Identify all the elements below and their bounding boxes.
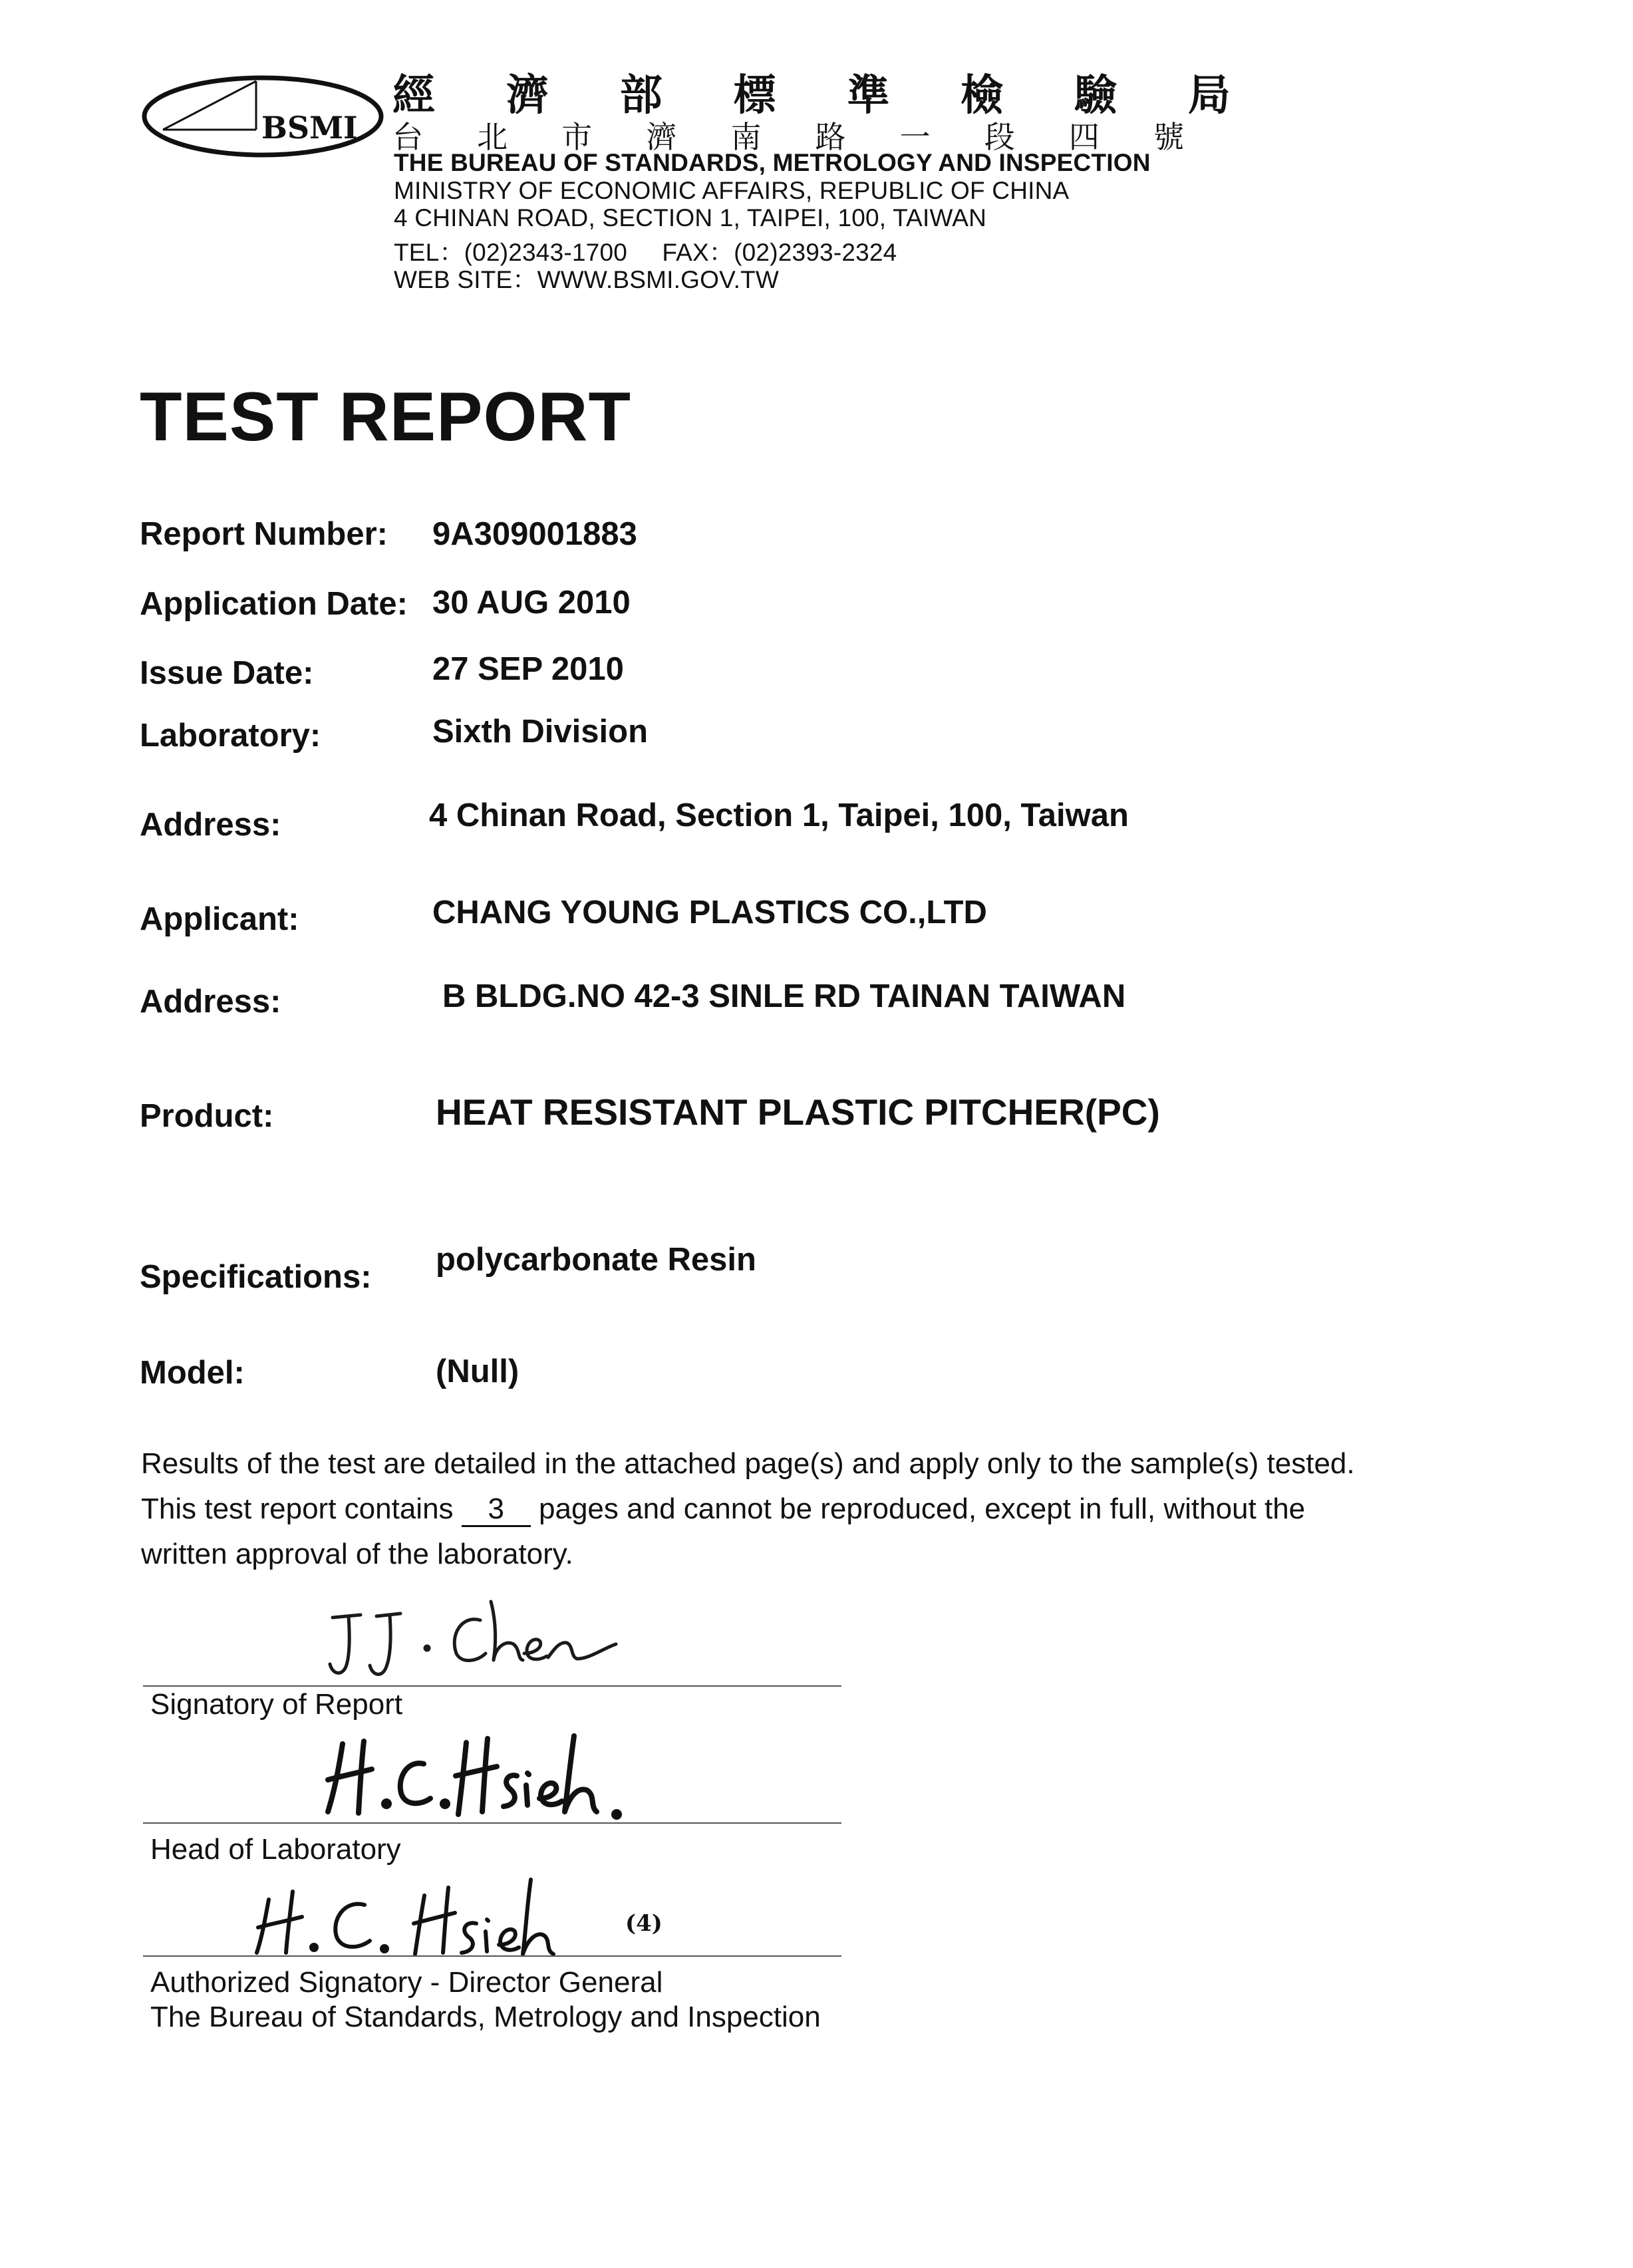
bsmi-logo [136, 67, 396, 166]
signatory-rule [143, 1685, 841, 1687]
applicant-address-label: Address: [140, 984, 281, 1020]
signatory-signature [326, 1595, 625, 1688]
report-number-label: Report Number: [140, 516, 388, 552]
page-count: 3 [462, 1493, 531, 1527]
issue-date-label: Issue Date: [140, 655, 314, 691]
bureau-english-name: THE BUREAU OF STANDARDS, METROLOGY AND INSPECTION [394, 149, 1151, 176]
signatory-label: Signatory of Report [150, 1688, 403, 1721]
laboratory-label: Laboratory: [140, 718, 321, 754]
applicant-value: CHANG YOUNG PLASTICS CO.,LTD [432, 895, 987, 930]
director-mark: (4) [625, 1910, 663, 1937]
bureau-label: The Bureau of Standards, Metrology and Inspection [150, 2001, 821, 2033]
report-number-value: 9A309001883 [432, 516, 637, 552]
model-label: Model: [140, 1355, 245, 1391]
director-label: Authorized Signatory - Director General [150, 1966, 663, 1999]
head-label: Head of Laboratory [150, 1833, 401, 1866]
application-date-label: Application Date: [140, 586, 408, 622]
svg-text:BSMI: BSMI [261, 110, 358, 146]
bureau-chinese-address: 台 北 市 濟 南 路 一 段 四 號 [392, 119, 1184, 155]
specifications-value: polycarbonate Resin [436, 1242, 756, 1278]
applicant-address-value: B BLDG.NO 42-3 SINLE RD TAINAN TAIWAN [442, 978, 1126, 1014]
head-signature [323, 1729, 635, 1819]
product-label: Product: [140, 1098, 274, 1134]
results-statement-line1: Results of the test are detailed in the attached page(s) and apply only to the sample(s) tested. [141, 1447, 1355, 1480]
document-title: TEST REPORT [140, 378, 632, 456]
bureau-contact: TEL：(02)2343-1700 FAX：(02)2393-2324 [394, 239, 897, 266]
application-date-value: 30 AUG 2010 [432, 585, 631, 621]
issue-date-value: 27 SEP 2010 [432, 651, 624, 687]
lab-address-label: Address: [140, 807, 281, 843]
results-statement-line3: written approval of the laboratory. [141, 1538, 573, 1570]
lab-address-value: 4 Chinan Road, Section 1, Taipei, 100, Taiwan [429, 797, 1129, 833]
bureau-chinese-name: 經 濟 部 標 準 檢 驗 局 [392, 71, 1231, 120]
director-rule [143, 1955, 841, 1957]
ministry-name: MINISTRY OF ECONOMIC AFFAIRS, REPUBLIC OF CHINA [394, 177, 1070, 204]
results-statement-line2: This test report contains 3 pages and cannot be reproduced, except in full, without the [141, 1492, 1305, 1527]
product-value: HEAT RESISTANT PLASTIC PITCHER(PC) [436, 1091, 1160, 1133]
bureau-website: WEB SITE：WWW.BSMI.GOV.TW [394, 266, 779, 293]
bureau-address: 4 CHINAN ROAD, SECTION 1, TAIPEI, 100, TAIWAN [394, 204, 987, 231]
laboratory-value: Sixth Division [432, 714, 649, 750]
specifications-label: Specifications: [140, 1259, 372, 1295]
director-signature [253, 1876, 632, 1955]
model-value: (Null) [436, 1353, 520, 1389]
head-rule [143, 1822, 841, 1824]
applicant-label: Applicant: [140, 901, 299, 937]
